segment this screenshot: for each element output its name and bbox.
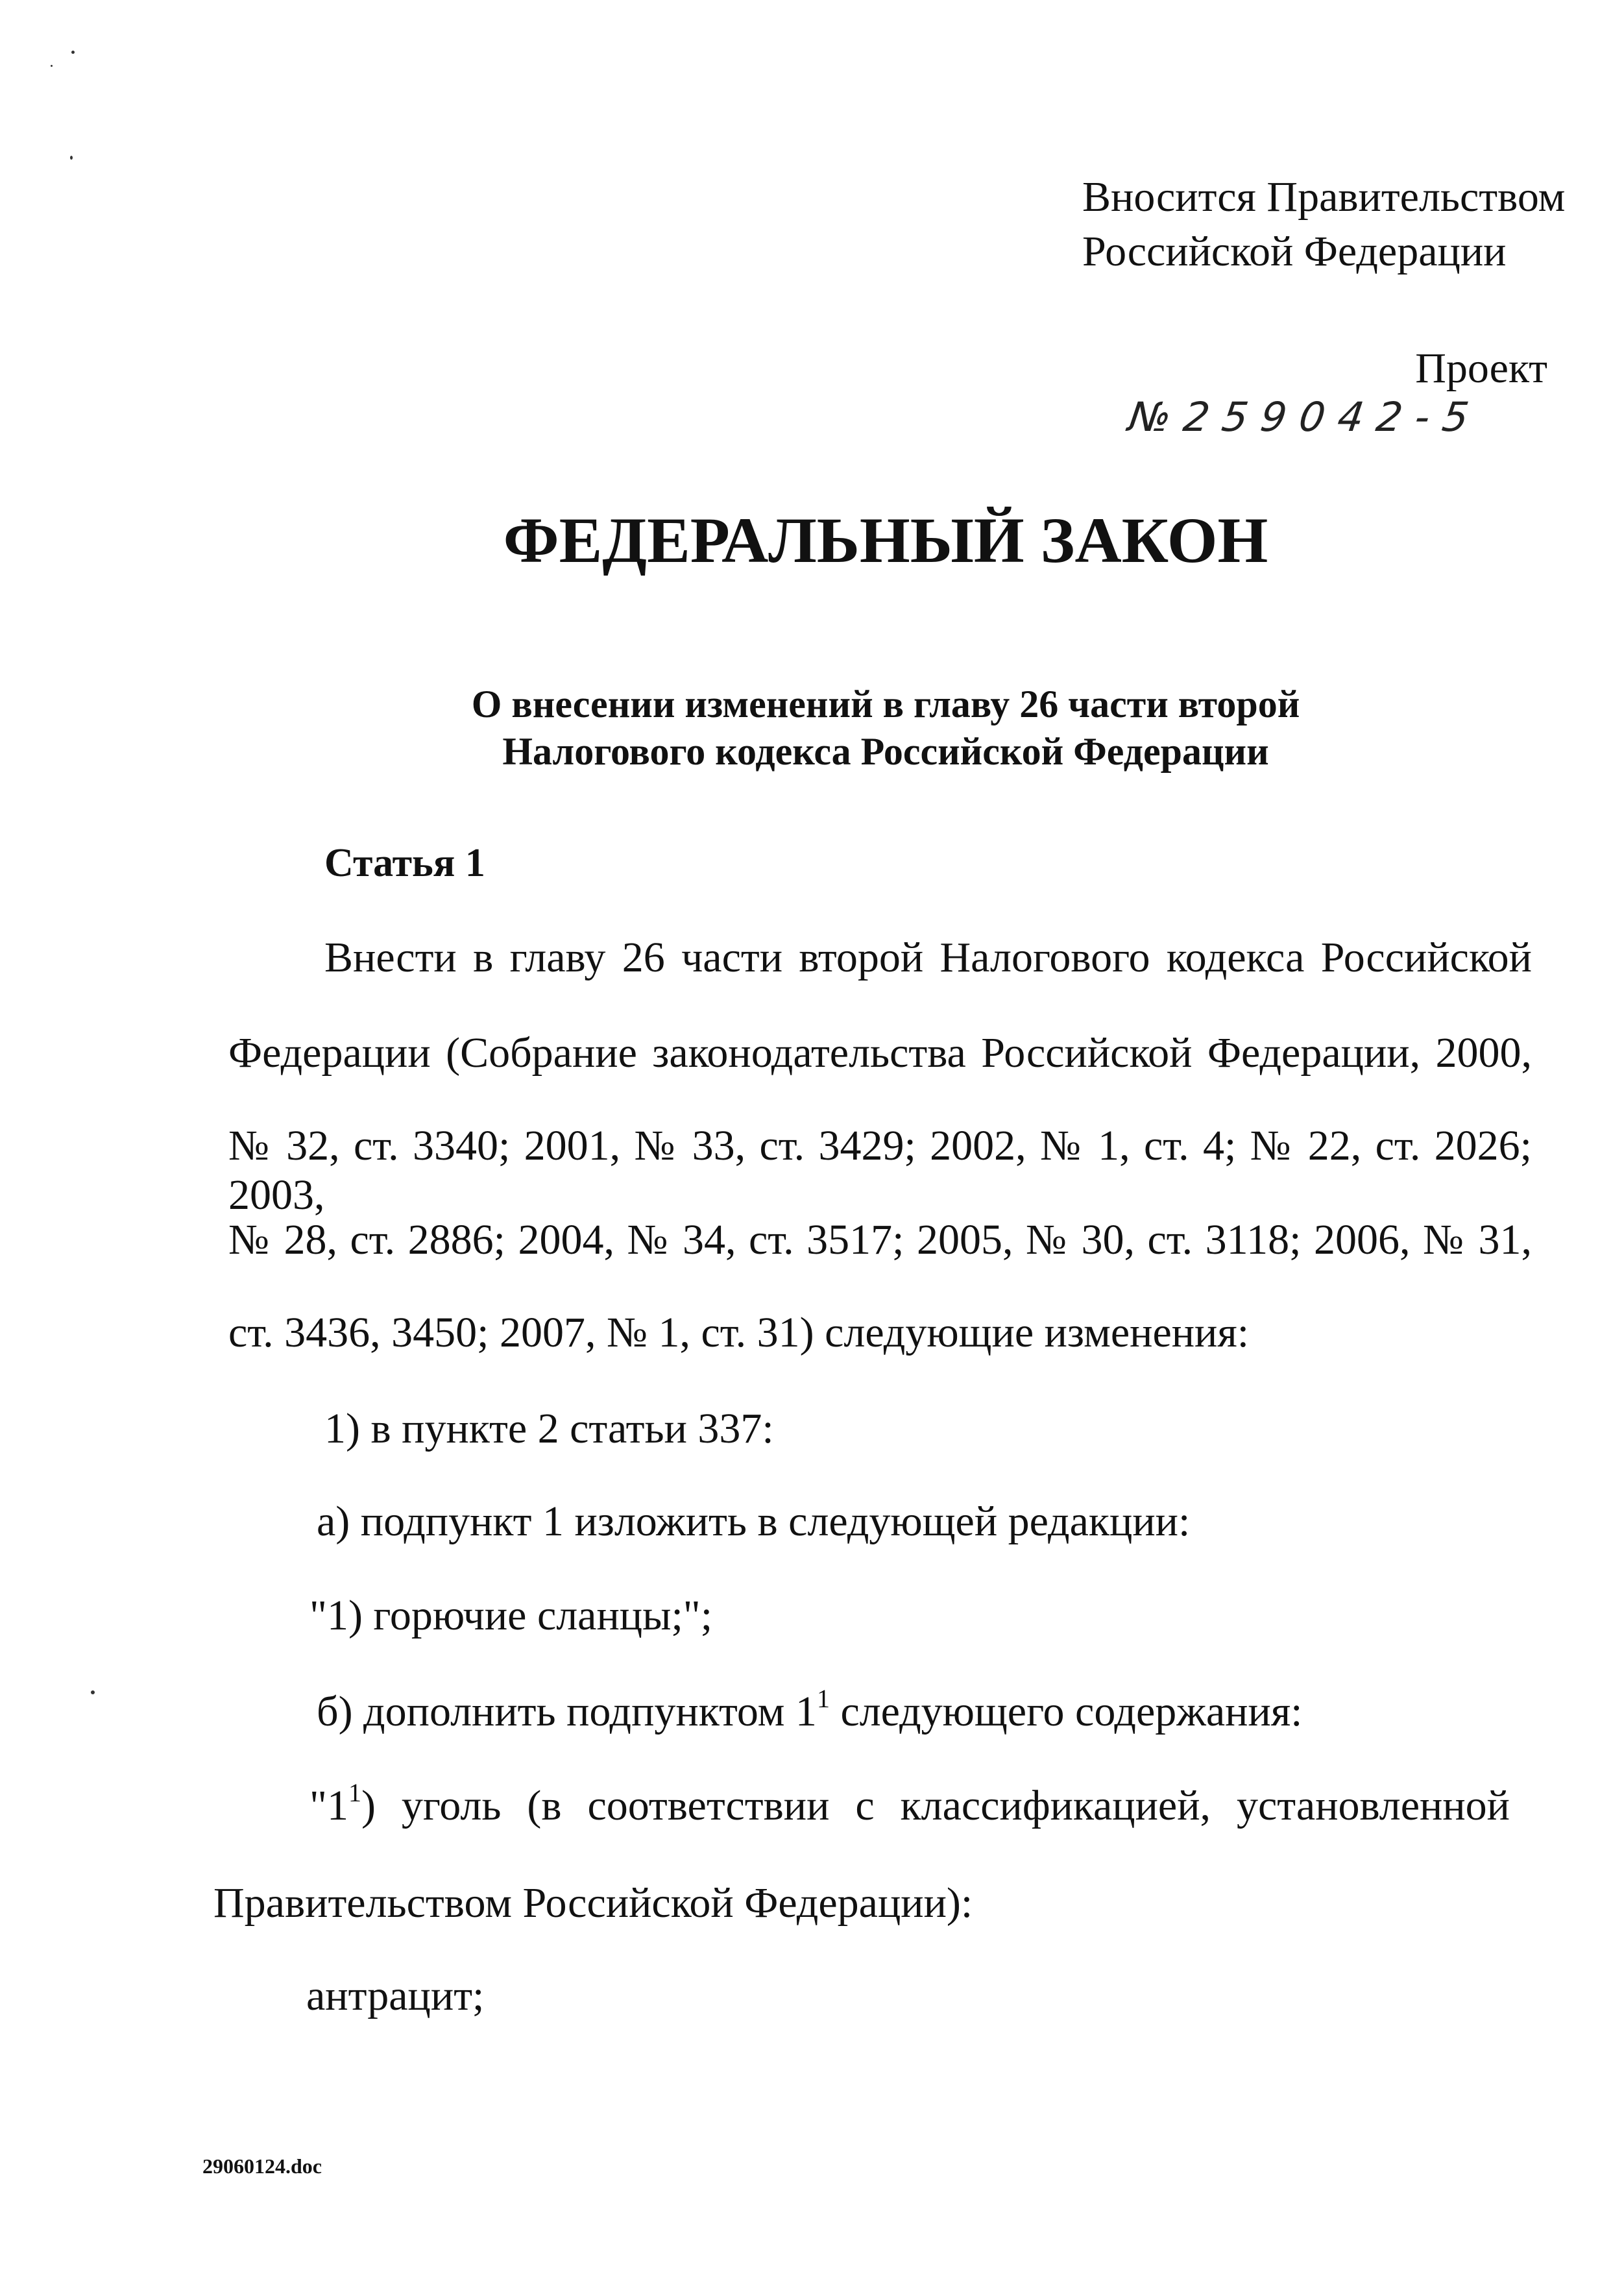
submitter-line-2: Российской Федерации [1082, 228, 1507, 275]
body-line: 1) в пункте 2 статьи 337: [324, 1405, 774, 1452]
article-heading: Статья 1 [324, 841, 485, 885]
scan-speck [70, 156, 73, 160]
scan-speck [71, 51, 75, 54]
handwritten-registration-number: №259042-5 [1125, 393, 1485, 441]
text: б) дополнить подпунктом 1 [317, 1688, 817, 1735]
body-line: ст. 3436, 3450; 2007, № 1, ст. 31) следующие изменения: [228, 1309, 1250, 1356]
body-line [309, 1778, 1510, 1831]
text: "1 [309, 1782, 348, 1829]
body-line: а) подпункт 1 изложить в следующей редакции: [317, 1498, 1191, 1545]
body-line: Правительством Российской Федерации): [213, 1879, 973, 1927]
body-line: № 28, ст. 2886; 2004, № 34, ст. 3517; 2005, № 30, ст. 3118; 2006, № 31, [228, 1216, 1532, 1263]
body-line: № 32, ст. 3340; 2001, № 33, ст. 3429; 2002, № 1, ст. 4; № 22, ст. 2026; 2003, [228, 1122, 1532, 1219]
superscript: 1 [348, 1778, 361, 1807]
body-line: Внести в главу 26 части второй Налогового кодекса Российской [324, 934, 1532, 981]
text: следующего содержания: [829, 1688, 1303, 1735]
subtitle-line-2: Налогового кодекса Российской Федерации [502, 730, 1269, 773]
superscript: 1 [816, 1684, 830, 1713]
body-line [317, 1684, 1303, 1737]
subtitle-line-1: О внесении изменений в главу 26 части второй [471, 683, 1300, 725]
body-line: Федерации (Собрание законодательства Российской Федерации, 2000, [228, 1029, 1532, 1077]
document-title: ФЕДЕРАЛЬНЫЙ ЗАКОН [503, 504, 1268, 576]
scan-speck [51, 65, 53, 67]
body-line: "1) горючие сланцы;"; [309, 1592, 713, 1639]
footer-filename: 29060124.doc [202, 2154, 322, 2178]
draft-label: Проект [1415, 345, 1547, 392]
body-line: антрацит; [306, 1972, 485, 2019]
text: ) уголь (в соответствии с классификацией, установленной [361, 1782, 1510, 1829]
submitter-line-1: Вносится Правительством [1082, 173, 1566, 221]
scan-speck [91, 1690, 95, 1694]
